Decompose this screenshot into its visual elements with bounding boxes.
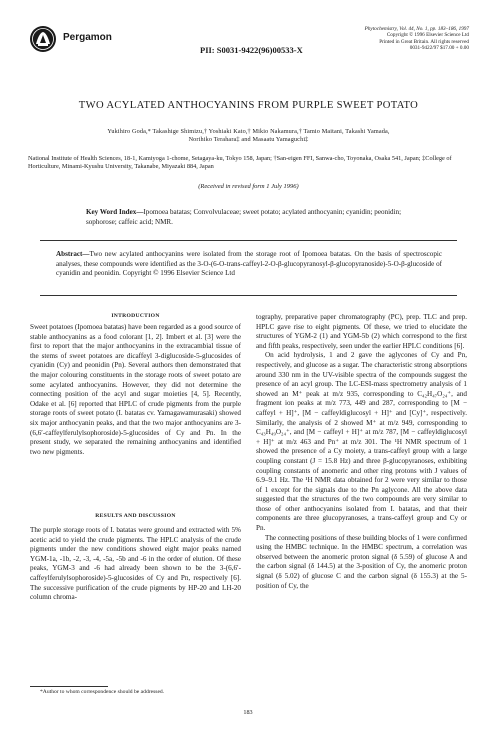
footnote-rule [30, 686, 108, 687]
divider [40, 240, 457, 241]
introduction-text [30, 323, 241, 457]
author-line: Yukihiro Goda,* Takashige Shimizu,† Yoshiaki Kato,† Mikio Nakamura,† Tamio Maitani, Takashi Yamada, [107, 128, 390, 135]
divider [40, 295, 457, 296]
paragraph: The connecting positions of these building blocks of 1 were confirmed using the HMBC technique. In the HMBC spectrum, a correlation was observed between the anomeric proton signal (δ 5.59) of glucose A and the carbon signal (δ 144.5) at the 3-position of Cy, the anomeric proton signal (δ 5.02) of glucose C and the carbon signal (δ 155.3) at the 5-position of Cy, the [256, 533, 467, 590]
journal-info [299, 26, 469, 52]
introduction-heading: INTRODUCTION [111, 313, 160, 319]
affiliations: National Institute of Health Sciences, 18-1, Kamiyoga 1-chome, Setagaya-ku, Tokyo 158, Japan; †San-eigen FFI, Sanwa-cho, Toyonaka, Osaka 541, Japan; ‡College of Horticulture, Minami-Kyushu University, Takanabe, Miyazaki 884, Japan [28, 155, 452, 171]
abstract-label: Abstract— [56, 250, 90, 258]
journal-citation: Phytochemistry, Vol. 44, No. 1, pp. 183–186, 1997 [364, 26, 469, 32]
copyright-line: Copyright © 1996 Elsevier Science Ltd [386, 32, 469, 39]
paragraph: tography, preparative paper chromatography (PC), prep. TLC and prep. HPLC gave rise to eight pigments. Of these, we tried to elucidate the structures of YGM-2 (1) and YGM-5b (2) which correspond to the first and fifth peaks, respectively, seen under the earlier HPLC conditions [6]. [256, 313, 467, 350]
right-column-text [256, 313, 467, 591]
issn-price: 0031-9422/97 $17.00 + 0.00 [409, 45, 469, 52]
author-list [24, 128, 473, 144]
keyword-index [86, 208, 432, 227]
keyword-text: Ipomoea batatas; Convolvulaceae; sweet potato; acylated anthocyanin; cyanidin; peonidin; sophorose; caffeic acid; NMR. [86, 208, 402, 226]
pergamon-emblem-icon [29, 25, 57, 53]
footnote: *Author to whom correspondence should be addressed. [40, 689, 165, 695]
abstract [56, 250, 442, 279]
results-heading: RESULTS AND DISCUSSION [95, 513, 176, 519]
paragraph: Sweet potatoes (Ipomoea batatas) have been regarded as a good source of stable anthocyanins as a food colorant [1, 2]. Imbert et al. [3] were the first to report that the major anthocyanins in the extracambial tissue of the stems of sweet potatoes are dicaffeyl 3-diglucoside-5-glucosides of cyanidin (Cy) and peonidin (Pn). Several authors then demonstrated that the major colouring constituents in the storage roots of sweet potato are some acylated anthocyanins. However, they did not determine the connecting position of the acyl and sugar moieties [4, 5]. Recently, Odake et al. [6] reported that HPLC of crude pigments from the purple storage roots of sweet potato (I. batatas cv. Yamagawamurasaki) showed six major anthocyanin peaks, and that the two major anthocyanins are 3-(6,6′-caffeylferulylsophoroside)-5-glucosides of Cy and Pn. In the present study, we separated the remaining anthocyanins and identified two new pigments. [30, 323, 241, 456]
publisher-name: Pergamon [63, 32, 112, 43]
abstract-text: Two new acylated anthocyanins were isolated from the storage root of Ipomoea batatas. On the basis of spectroscopic analyses, these compounds were identified as the 3-O-(6-O-trans-caffeyl-2-O-β-glucopyranosyl-β-glucopyranoside)-5-O-β-glucoside of cyanidin and peonidin. Copyright © 1996 Elsevier Science Ltd [56, 250, 442, 278]
pii-code: PII: S0031-9422(96)00533-X [200, 45, 303, 55]
keyword-label: Key Word Index— [86, 208, 144, 216]
paragraph: On acid hydrolysis, 1 and 2 gave the aglycones of Cy and Pn, respectively, and glucose as a sugar. The characteristic strong absorptions around 330 nm in the UV-visible spectra of the compounds suggest the presence of an acyl group. The LC-ESI-mass spectrometry analysis of 1 showed an M⁺ peak at m/z 935, corresponding to C₄₂H₄₇O₂₄⁺, and fragment ion peaks at m/z 773, 449 and 287, corresponding to [M − caffeyl + H]⁺, [M − caffeyldiglucosyl + H]⁺ and [Cy]⁺, respectively. Similarly, the analysis of 2 showed M⁺ at m/z 949, corresponding to C₄₃H₄₉O₂₄⁺, and [M − caffeyl + H]⁺ at m/z 787, [M − caffeyldiglucosyl + H]⁺ at m/z 463 and Pn⁺ at m/z 301. The ¹H NMR spectrum of 1 showed the presence of a Cy moiety, a trans-caffeyl group with a large coupling constant (J = 15.8 Hz) and three β-glucopyranoses, exhibiting coupling constants of anomeric and other ring protons with J values of 6.9–9.1 Hz. The ¹H NMR data obtained for 2 were very similar to those of 1 except for the signals due to the Pn aglycone. All the above data suggested that the structures of the two compounds are very similar to those of other anthocyanins isolated from I. batatas, and that their components are three glucopyranoses, a trans-caffeyl group and Cy or Pn. [256, 351, 467, 533]
received-date: (Received in revised form 1 July 1996) [198, 183, 299, 190]
results-text [30, 526, 241, 603]
publisher-logo [29, 25, 179, 55]
article-title: TWO ACYLATED ANTHOCYANINS FROM PURPLE SWEET POTATO [78, 100, 419, 111]
page-number: 183 [243, 709, 253, 716]
printed-line: Printed in Great Britain. All rights reserved [379, 38, 469, 45]
paragraph: The purple storage roots of I. batatas were ground and extracted with 5% acetic acid to yield the crude pigments. The HPLC analysis of the crude pigments under the new conditions showed eight major peaks named YGM-1a, -1b, -2, -3, -4, -5a, -5b and -6 in the order of elution. Of these peaks, YGM-3 and -6 had already been shown to be the 3-(6,6′-caffeylferulylsophoroside)-5-glucosides of Cy and Pn, respectively [6]. The successive purification of the crude pigments by HP-20 and LH-20 column chroma- [30, 526, 241, 602]
author-line: Norihiko Terahara‡ and Masaatu Yamaguchi‡ [188, 136, 309, 144]
